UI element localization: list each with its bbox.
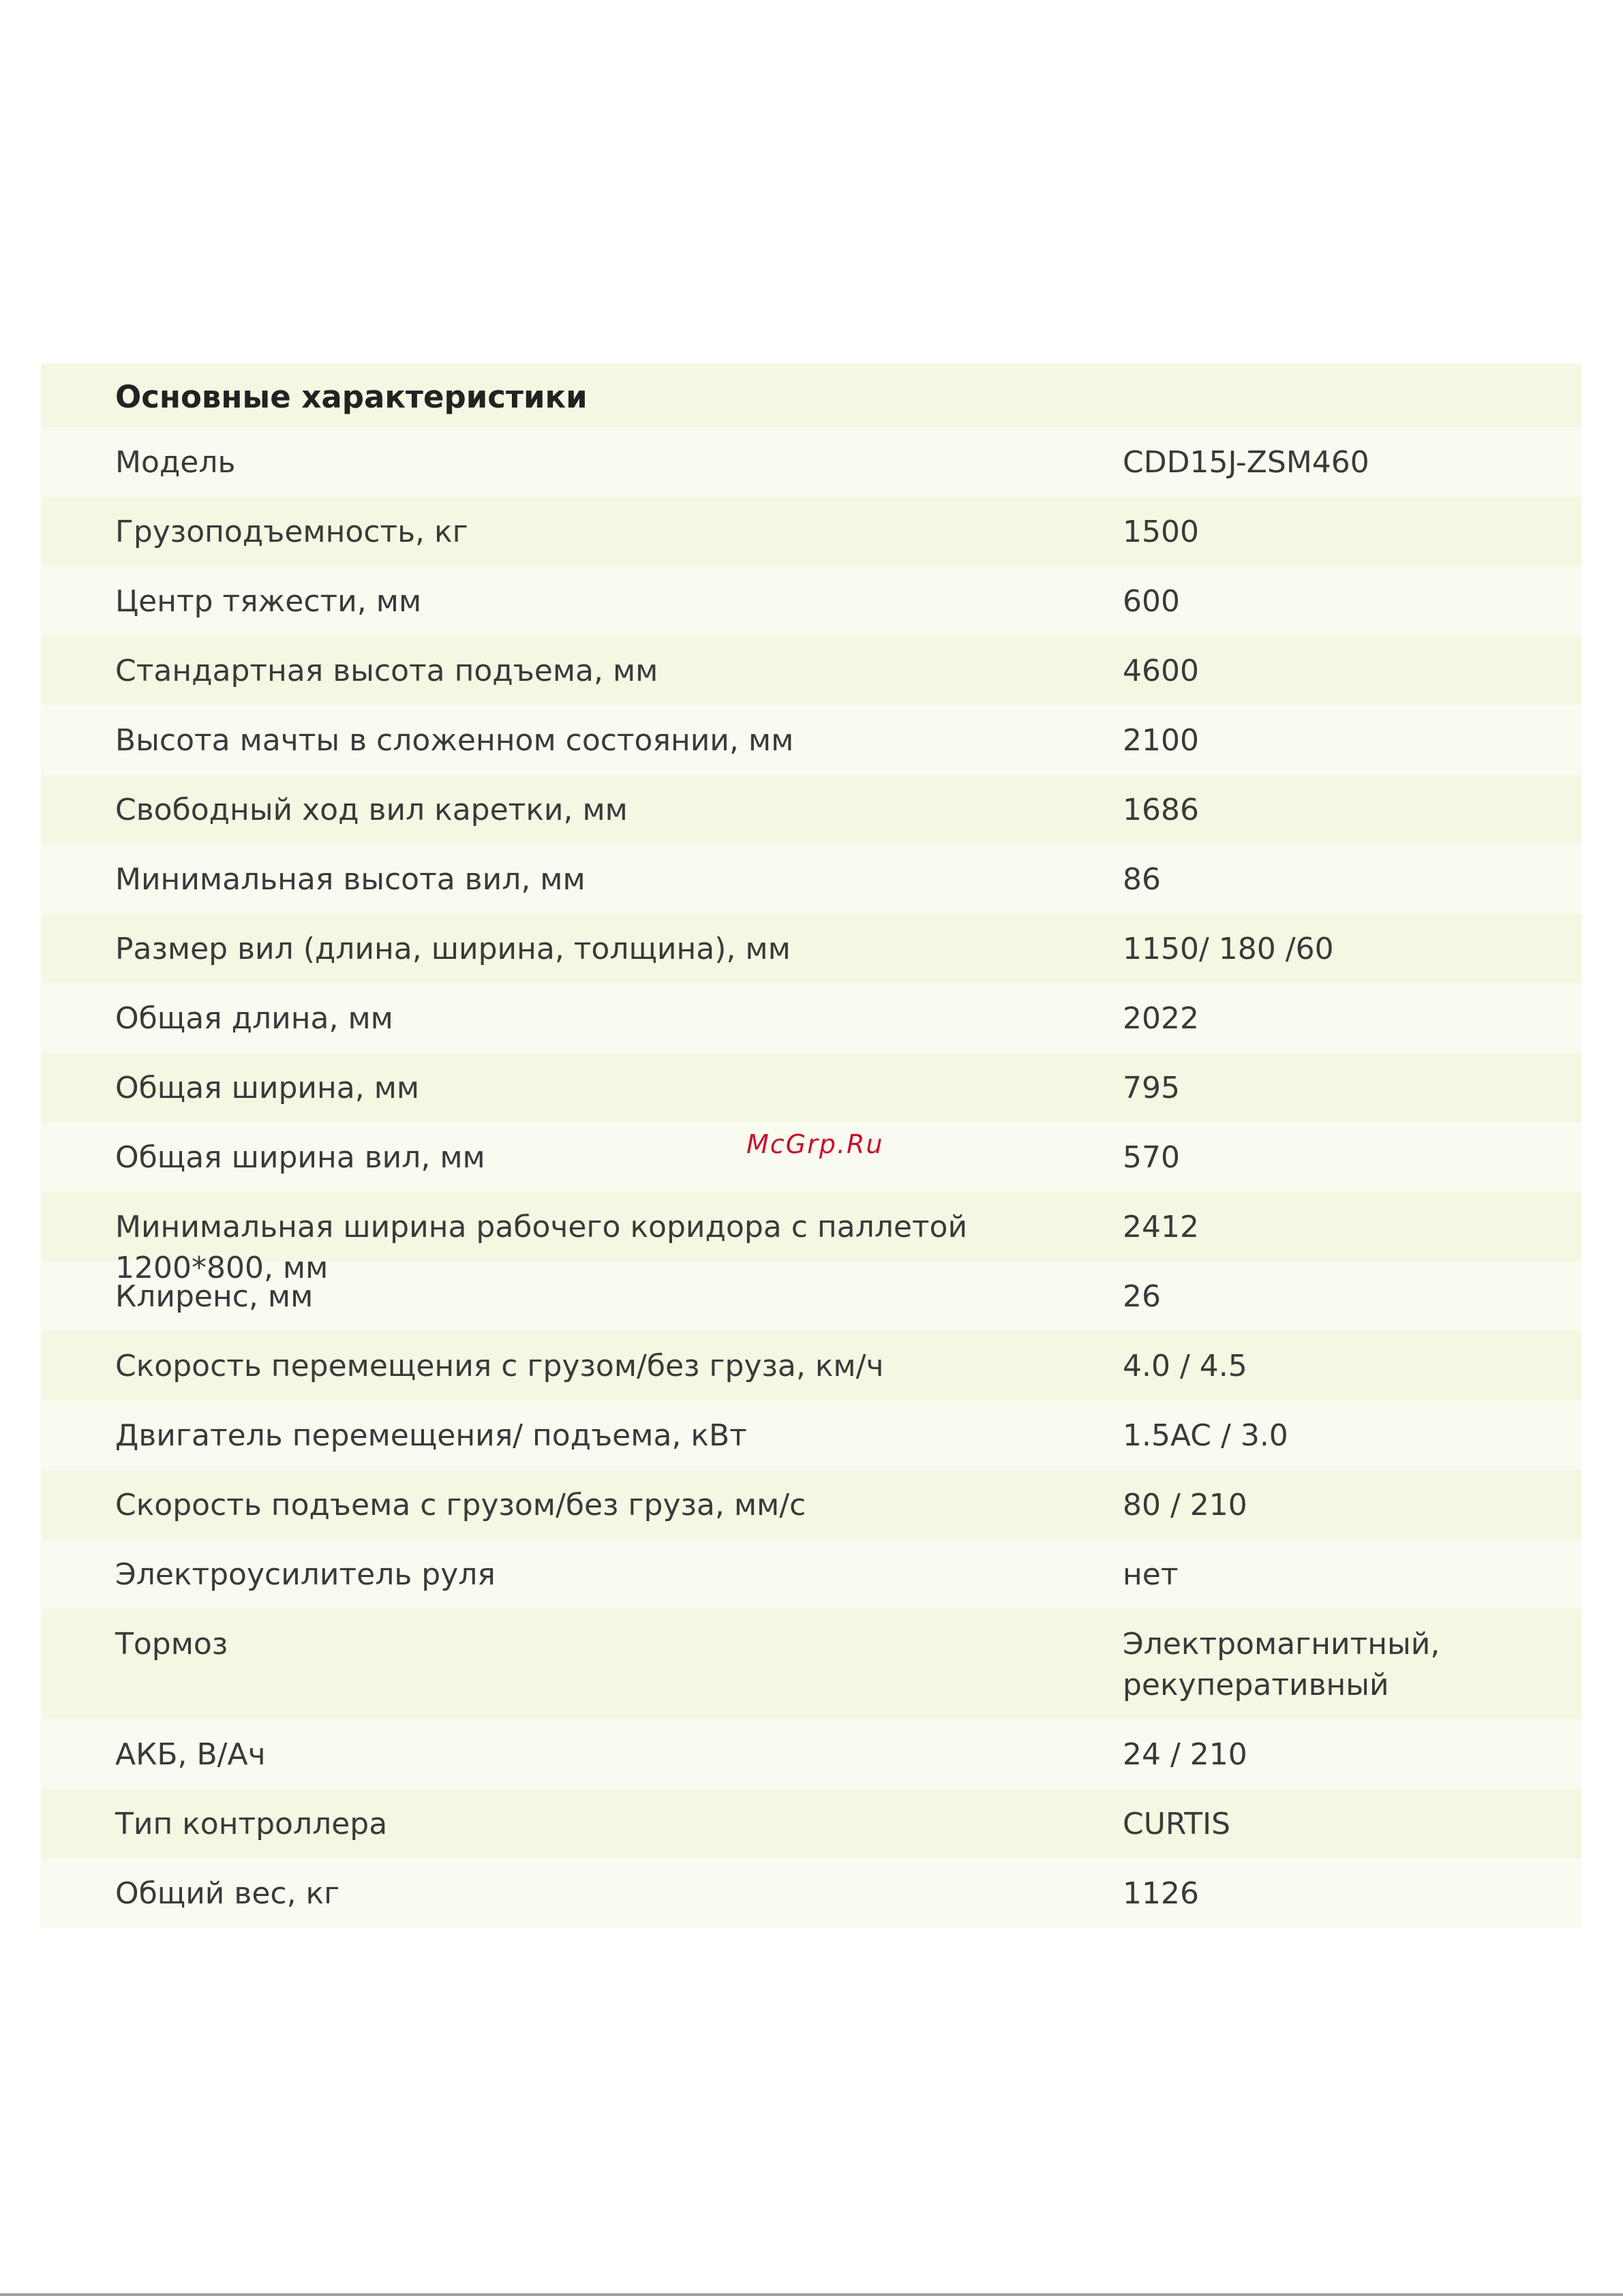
row-label: Общая ширина вил, мм [115, 1140, 485, 1175]
table-row [41, 636, 1581, 705]
row-value: 4.0 / 4.5 [1123, 1349, 1247, 1383]
row-value: 24 / 210 [1123, 1737, 1247, 1772]
table-row [41, 1789, 1581, 1858]
row-label: Размер вил (длина, ширина, толщина), мм [115, 932, 791, 966]
row-label: АКБ, В/Ач [115, 1737, 266, 1772]
row-label: Стандартная высота подъема, мм [115, 654, 658, 688]
table-row [41, 1192, 1581, 1285]
table-row [41, 775, 1581, 844]
table-row [41, 1400, 1581, 1470]
table-row [41, 427, 1581, 497]
row-label: Грузоподъемность, кг [115, 515, 468, 549]
bottom-divider [0, 2293, 1623, 2296]
row-label: Клиренс, мм [115, 1279, 314, 1314]
row-value: 1150/ 180 /60 [1123, 932, 1334, 966]
row-value: 2412 [1123, 1210, 1199, 1244]
watermark-text: McGrp.Ru [746, 1129, 884, 1159]
row-value: Электромагнитный, рекуперативный [1123, 1627, 1440, 1702]
table-header-row [41, 363, 1581, 427]
row-value: 795 [1123, 1071, 1180, 1105]
table-row [41, 1540, 1581, 1609]
row-value: 570 [1123, 1140, 1180, 1175]
row-label: Скорость перемещения с грузом/без груза, км/ч [115, 1349, 884, 1383]
row-label: Тормоз [115, 1627, 228, 1662]
row-value: 1500 [1123, 515, 1199, 549]
table-row [41, 566, 1581, 636]
row-value: нет [1123, 1557, 1179, 1592]
row-label: Общая ширина, мм [115, 1071, 420, 1105]
row-label: Центр тяжести, мм [115, 584, 422, 619]
row-value: 80 / 210 [1123, 1488, 1247, 1522]
table-row [41, 497, 1581, 566]
row-value: 86 [1123, 862, 1161, 897]
row-label: Минимальная высота вил, мм [115, 862, 586, 897]
row-label: Общая длина, мм [115, 1001, 393, 1036]
row-value: 1686 [1123, 793, 1199, 827]
table-row [41, 705, 1581, 775]
row-label: Общий вес, кг [115, 1876, 340, 1911]
table-row [41, 1053, 1581, 1122]
table-row [41, 1331, 1581, 1400]
row-label: Свободный ход вил каретки, мм [115, 793, 628, 827]
table-row [41, 1609, 1581, 1719]
table-row [41, 844, 1581, 914]
table-row [41, 914, 1581, 983]
row-value: 4600 [1123, 654, 1199, 688]
table-title: Основные характеристики [115, 379, 588, 415]
row-label: Тип контроллера [115, 1807, 388, 1841]
row-value: 1.5AC / 3.0 [1123, 1418, 1288, 1453]
table-row [41, 1719, 1581, 1789]
table-row [41, 1858, 1581, 1928]
row-value: 2022 [1123, 1001, 1199, 1036]
row-label: Скорость подъема с грузом/без груза, мм/с [115, 1488, 806, 1522]
row-value: 1126 [1123, 1876, 1199, 1911]
row-value: CDD15J-ZSM460 [1123, 445, 1369, 480]
table-row [41, 983, 1581, 1053]
row-label: Электроусилитель руля [115, 1557, 496, 1592]
row-value: CURTIS [1123, 1807, 1231, 1841]
row-value: 2100 [1123, 723, 1199, 758]
row-label: Модель [115, 445, 236, 480]
row-value: 600 [1123, 584, 1180, 619]
row-label: Минимальная ширина рабочего коридора с паллетой 1200*800, мм [115, 1210, 968, 1285]
row-value: 26 [1123, 1279, 1161, 1314]
row-label: Двигатель перемещения/ подъема, кВт [115, 1418, 747, 1453]
row-label: Высота мачты в сложенном состоянии, мм [115, 723, 794, 758]
table-row [41, 1470, 1581, 1540]
